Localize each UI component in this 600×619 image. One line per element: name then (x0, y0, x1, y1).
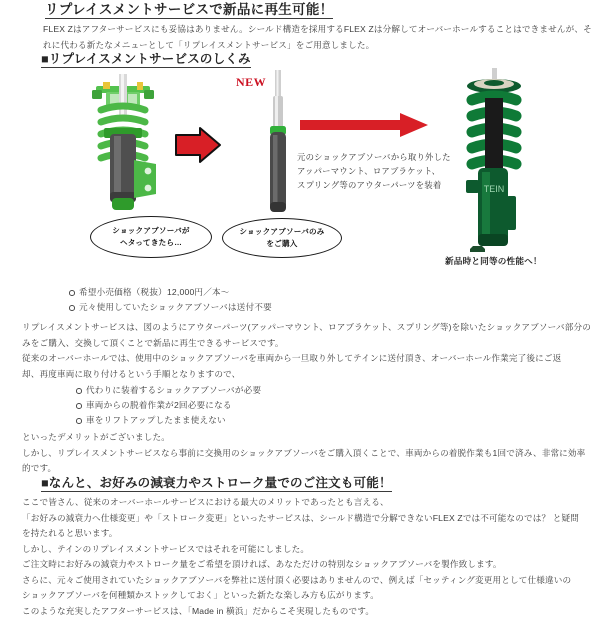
coilover-complete-image (68, 72, 178, 237)
mechanism-diagram (0, 66, 600, 281)
list-item: 元々使用していたショックアブソーバは送付不要 (68, 300, 272, 315)
red-long-arrow-icon (300, 110, 430, 140)
body2-line-2: しかし、リプレイスメントサービスなら事前に交換用のショックアブソーバをご購入頂くことで、車両からの着脱作業も1回で済み、非常に効率 (22, 446, 582, 462)
body3-line-4: しかし、テインのリプレイスメントサービスではそれを可能にしました。 (22, 542, 582, 558)
list-item: 車両からの脱着作業が2回必要になる (75, 398, 261, 413)
bubble-purchase-line-1: ショックアブソーバのみ (239, 226, 324, 238)
speech-bubble-purchase (222, 218, 342, 258)
svg-text:TEIN: TEIN (484, 184, 505, 194)
intro-line-1: FLEX Zはアフターサービスにも妥協はありません。シールド構造を採用するFLEX Zは分解してオーバーホールすることはできませんが、そ (43, 22, 563, 38)
body2-line-1: といったデメリットがございました。 (22, 430, 582, 446)
section-heading-custom-order: ■なんと、お好みの減衰力やストローク量でのご注文も可能！ (41, 476, 392, 492)
list-item: 希望小売価格（税抜）12,000円／本～ (68, 285, 272, 300)
bubble-worn-line-2: ヘタってきたら… (112, 237, 189, 249)
body1-line-2: みをご購入、交換して頂くことで新品に再生できるサービスです。 (22, 336, 582, 352)
demerit-list (75, 383, 261, 428)
body3-line-1: ここで皆さん、従来のオーバーホールサービスにおける最大のメリットであったとも言える、 (22, 495, 582, 511)
body-paragraph-3 (22, 495, 582, 619)
list-item: 代わりに装着するショックアブソーバが必要 (75, 383, 261, 398)
coilover-rebuilt-image (452, 68, 538, 248)
page-title: リプレイスメントサービスで新品に再生可能！ (45, 3, 333, 19)
diagram-note-line-3: スプリング等のアウターパーツを装着 (297, 178, 451, 192)
red-block-arrow-icon (172, 124, 224, 166)
body1-line-4: 却、再度車両に取り付けるという手順となりますので、 (22, 367, 582, 383)
diagram-note (297, 150, 451, 192)
body1-line-3: 従来のオーバーホールでは、使用中のショックアブソーバを車両から一旦取り外してテインに送付頂き、オーバーホール作業完了後にご返 (22, 351, 582, 367)
right-caption: 新品時と同等の性能へ！ (445, 254, 542, 268)
bubble-worn-line-1: ショックアブソーバが (112, 225, 189, 237)
body3-line-8: このような充実したアフターサービスは、「Made in 横浜」だからこそ実現したものです。 (22, 604, 582, 619)
body3-line-5: ご注文時にお好みの減衰力やストローク量をご希望を頂ければ、あなただけの特別なショックアブソーバを製作致します。 (22, 557, 582, 573)
diagram-note-line-2: アッパーマウント、ロアブラケット、 (297, 164, 451, 178)
body3-line-7: ショックアブソーバを何種類かストックしておく」といった新たな楽しみ方も広がります。 (22, 588, 582, 604)
body-paragraph-1 (22, 320, 582, 382)
list-item: 車をリフトアップしたまま使えない (75, 413, 261, 428)
bubble-purchase-line-2: をご購入 (239, 238, 324, 250)
body3-line-6: さらに、元々ご使用されていたショックアブソーバを弊社に送付頂く必要はありませんので、例えば「セッティング変更用として仕様違いの (22, 573, 582, 589)
body3-line-3: を持たれると思います。 (22, 526, 582, 542)
body1-line-1: リプレイスメントサービスは、図のようにアウターパーツ(アッパーマウント、ロアブラケット、スプリング等)を除いたショックアブソーバ部分の (22, 320, 582, 336)
diagram-note-line-1: 元のショックアブソーバから取り外した (297, 150, 451, 164)
shock-absorber-only-image (258, 70, 298, 220)
new-badge: NEW (236, 75, 266, 90)
intro-line-2: れに代わる新たなメニューとして「リプレイスメントサービス」をご用意しました。 (43, 38, 563, 54)
intro-paragraph (43, 22, 563, 53)
speech-bubble-worn (90, 216, 212, 258)
body3-line-2: 「お好みの減衰力へ仕様変更」や「ストローク変更」といったサービスは、シールド構造で分解できないFLEX Zでは不可能なのでは？ と疑問 (22, 511, 582, 527)
price-list (68, 285, 272, 315)
section-heading-mechanism: ■リプレイスメントサービスのしくみ (41, 52, 251, 68)
body-paragraph-2 (22, 430, 582, 477)
car-icon (468, 244, 488, 254)
body2-line-3: 的です。 (22, 461, 582, 477)
